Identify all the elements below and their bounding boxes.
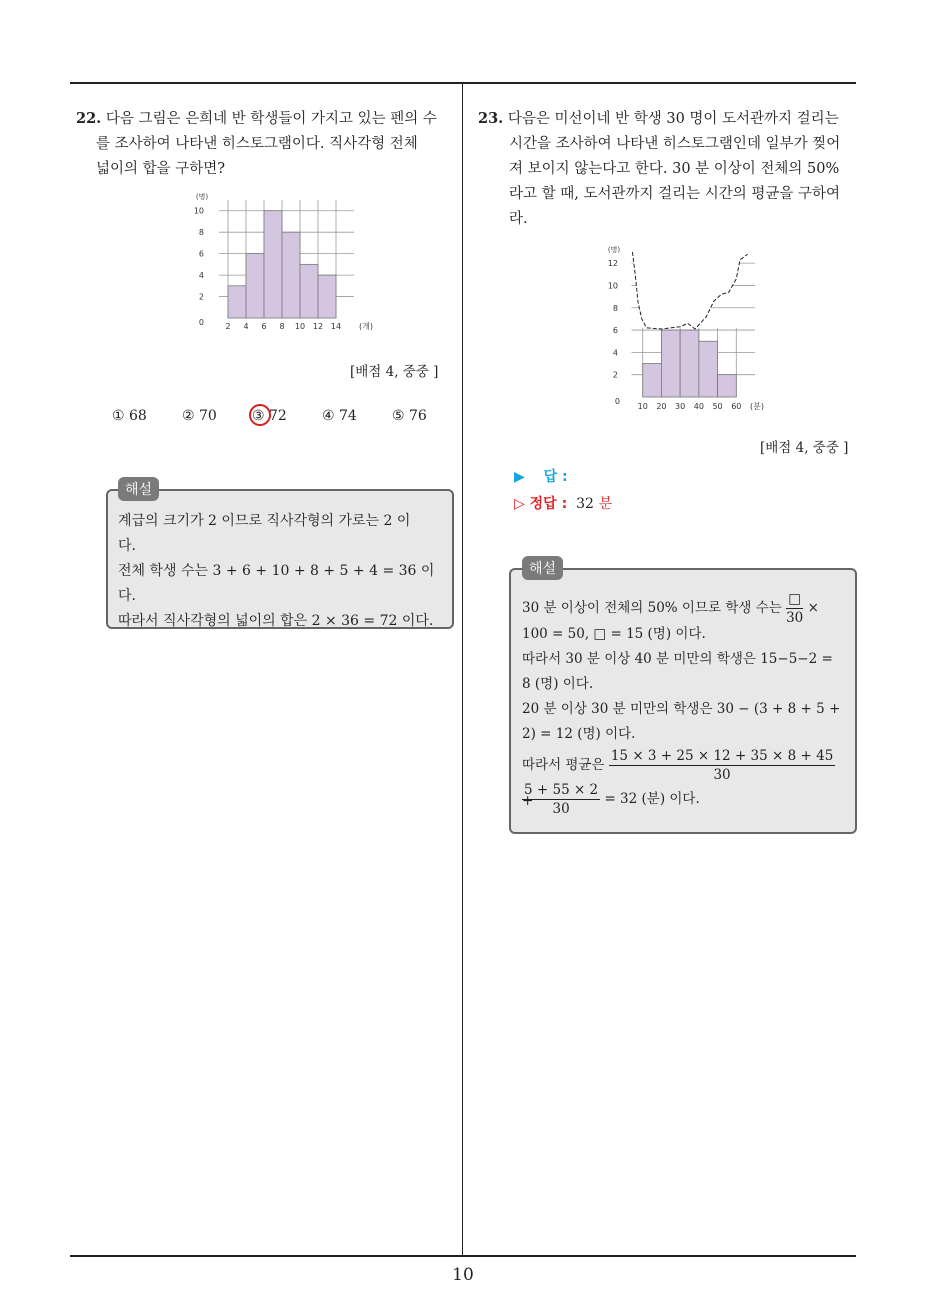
q23-line5: 라. (509, 211, 528, 227)
q23-line4: 라고 할 때, 도서관까지 걸리는 시간의 평균을 구하여 (509, 186, 841, 202)
outline-play-icon: ▷ (514, 496, 525, 512)
histogram-bar (300, 264, 318, 318)
column-divider (462, 83, 463, 1255)
q23-correct-line (514, 493, 612, 513)
q23-sol3: 따라서 30 분 이상 40 분 미만의 학생은 15−5−2 = (522, 651, 833, 667)
q23-sol8-fraction: $\frac{5 + 55 \times 2}{30}$ (524, 782, 599, 817)
y-tick-label: 2 (198, 292, 204, 302)
correct-value: 32 (576, 496, 594, 512)
q23-solution-text: 30 분 이상이 전체의 50% 이므로 학생 수는 $\frac{□}{30}$ × 100 = 50, □ = 15 (명) 이다. 따라서 30 분 이상 40 분 미만의 학생은 15−5−2 = 8 (명) 이다. 20 분 이상 30 분 미만의 학생은 30 − (3 + 8 + 5 + 2) = 12 (명) 이다. 따라서 평균은 $\frac{15 \times 3 + 25 \times 12 + 35 \times 8 + 45}{30}$ + $\frac{5 + 55 \times 2}{30}$ = 32 (분) 이다. (522, 590, 850, 817)
x-tick-label: 10 (294, 322, 306, 331)
q22-line3: 넓이의 합을 구하면? (96, 161, 226, 177)
x-tick-label: 20 (656, 402, 667, 411)
histogram-bar (680, 330, 699, 397)
answer-label: 답 : (543, 469, 568, 485)
page-number: 10 (452, 1265, 474, 1285)
x-axis-unit: (개) (359, 322, 373, 331)
q23-sol6: 2) = 12 (명) 이다. (522, 726, 636, 742)
play-icon: ▶ (514, 469, 525, 485)
q22-sol-line4: 따라서 직사각형의 넓이의 합은 2 × 36 = 72 이다. (118, 613, 434, 629)
x-tick-label: 40 (693, 402, 704, 411)
x-tick-label: 2 (225, 322, 231, 331)
q23-number: 23. (478, 110, 504, 127)
q22-solution-text (118, 509, 448, 634)
q23-sol7: 따라서 평균은 (522, 757, 605, 773)
x-tick-label: 14 (330, 322, 342, 331)
correct-unit: 분 (598, 496, 613, 512)
q23-sol4: 8 (명) 이다. (522, 676, 594, 692)
histogram-bar (718, 375, 737, 397)
bottom-rule (70, 1255, 856, 1257)
y-tick-label: 2 (612, 370, 618, 380)
choice-1[interactable]: ① 68 (112, 408, 147, 424)
x-tick-label: 10 (637, 402, 648, 411)
q23-text (478, 106, 858, 232)
q23-sol8: = 32 (분) 이다. (604, 791, 700, 807)
q22-text (76, 106, 456, 182)
q23-sol7-fraction: $\frac{15 \times 3 + 25 \times 12 + 35 \times 8 + 45}{30}$ (610, 748, 834, 783)
histogram-bar (246, 254, 264, 318)
q22-sol-line1: 계급의 크기가 2 이므로 직사각형의 가로는 2 이 (118, 513, 411, 529)
y-tick-label: 8 (198, 228, 204, 238)
q23-sol2: 100 = 50, □ = 15 (명) 이다. (522, 626, 706, 642)
y-tick-label: 6 (612, 326, 618, 336)
y-tick-label: 10 (607, 281, 618, 291)
choice-2[interactable]: ② 70 (182, 408, 217, 424)
q23-sol1: 30 분 이상이 전체의 50% 이므로 학생 수는 (522, 600, 782, 616)
q23-line2: 시간을 조사하여 나타낸 히스토그램인데 일부가 찢어 (509, 136, 841, 152)
q22-line1: 다음 그림은 은희네 반 학생들이 가지고 있는 펜의 수 (105, 111, 437, 127)
histogram-bar (699, 341, 718, 397)
choice-3[interactable]: ③ 72 (252, 408, 322, 424)
histogram-bar (661, 330, 680, 397)
x-tick-label: 4 (243, 322, 249, 331)
q22-sol-line2: 다. (118, 538, 136, 554)
x-tick-label: 30 (675, 402, 686, 411)
q22-line2: 를 조사하여 나타낸 히스토그램이다. 직사각형 전체 (96, 136, 418, 152)
y-axis-unit: (명) (195, 193, 209, 201)
q23-meta: [배점 4, 중중 ] (760, 440, 849, 456)
x-tick-label: 12 (312, 322, 324, 331)
q22-choices (112, 408, 462, 424)
y-axis-unit: (명) (607, 246, 621, 254)
q22-histogram (188, 190, 388, 340)
origin-label: 0 (198, 318, 204, 327)
q23-answer-line (514, 466, 568, 486)
y-tick-label: 10 (193, 206, 204, 216)
x-axis-unit: (분) (750, 402, 764, 411)
q23-sol5: 20 분 이상 30 분 미만의 학생은 30 − (3 + 8 + 5 + (522, 701, 841, 717)
y-tick-label: 6 (198, 249, 204, 259)
q23-histogram (598, 242, 778, 417)
y-tick-label: 8 (612, 303, 618, 313)
top-rule (70, 82, 856, 84)
x-tick-label: 50 (712, 402, 723, 411)
q23-solution-tag: 해설 (522, 556, 563, 580)
correct-label: 정답 : (529, 496, 568, 512)
choice-4[interactable]: ④ 74 (322, 408, 357, 424)
histogram-bar (643, 364, 662, 397)
q23-sol1-fraction: $\frac{□}{30}$ (786, 591, 804, 626)
q23-line3: 져 보이지 않는다고 한다. 30 분 이상이 전체의 50% (509, 161, 840, 177)
selected-circle-mark (249, 404, 271, 426)
x-tick-label: 6 (261, 322, 267, 331)
q22-solution-tag: 해설 (118, 477, 159, 501)
q22-number: 22. (76, 110, 102, 127)
histogram-bar (264, 211, 282, 318)
choice-5[interactable]: ⑤ 76 (392, 408, 427, 424)
x-tick-label: 60 (731, 402, 742, 411)
histogram-bar (318, 275, 336, 318)
torn-area (632, 246, 755, 329)
y-tick-label: 4 (612, 348, 618, 358)
q23-line1: 다음은 미선이네 반 학생 30 명이 도서관까지 걸리는 (507, 111, 839, 127)
y-tick-label: 12 (607, 259, 618, 269)
histogram-bar (282, 232, 300, 318)
y-tick-label: 4 (198, 271, 204, 281)
q22-meta: [배점 4, 중중 ] (350, 364, 439, 380)
x-tick-label: 8 (279, 322, 285, 331)
histogram-bar (228, 286, 246, 318)
q22-sol-line3: 전체 학생 수는 3 + 6 + 10 + 8 + 5 + 4 = 36 이다. (118, 563, 435, 604)
origin-label: 0 (614, 397, 620, 406)
